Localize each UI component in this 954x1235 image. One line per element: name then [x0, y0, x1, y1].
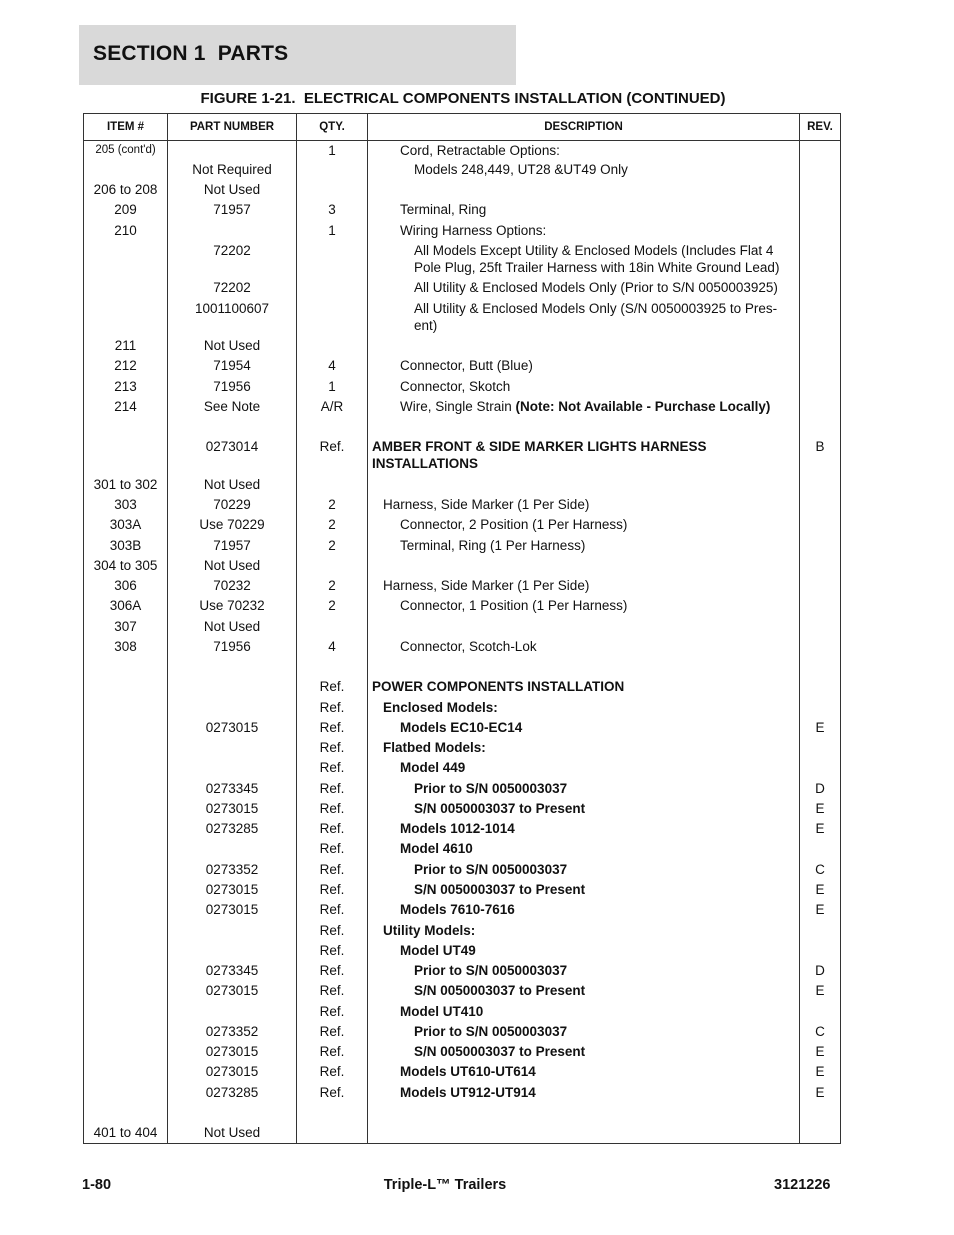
part-number: 70229: [213, 497, 251, 512]
description-continuation: ent): [414, 318, 438, 333]
description-continuation: INSTALLATIONS: [372, 456, 478, 471]
quantity: 1: [328, 223, 336, 238]
item-number: 303A: [109, 517, 142, 532]
description: [383, 699, 795, 716]
part-number: 70232: [213, 578, 251, 593]
quantity: Ref.: [319, 862, 345, 877]
part-number: 0273345: [205, 963, 259, 978]
description: [414, 881, 795, 898]
part-number: Not Used: [203, 338, 261, 353]
description-text: Model 4610: [400, 841, 473, 856]
item-number: 306: [114, 578, 137, 593]
description: [400, 840, 795, 857]
part-number: Not Used: [203, 182, 261, 197]
footer-title: Triple-L™ Trailers: [383, 1177, 507, 1193]
item-number: 306A: [109, 598, 142, 613]
quantity: Ref.: [319, 841, 345, 856]
quantity: Ref.: [319, 1044, 345, 1059]
description: [414, 1023, 795, 1040]
description-text: Models 248,449, UT28 &UT49 Only: [414, 162, 628, 177]
part-number: 0273014: [205, 439, 259, 454]
description: [400, 719, 795, 736]
description-text: Wire, Single Strain: [400, 399, 516, 414]
quantity: Ref.: [319, 1064, 345, 1079]
description: [383, 739, 795, 756]
description-continuation: Pole Plug, 25ft Trailer Harness with 18in White Ground Lead): [414, 260, 780, 275]
description: [400, 357, 795, 374]
description: [414, 279, 795, 296]
description-text: POWER COMPONENTS INSTALLATION: [372, 679, 625, 694]
description: [414, 242, 795, 276]
quantity: Ref.: [319, 720, 345, 735]
description: [372, 438, 795, 472]
description: [400, 597, 795, 614]
quantity: Ref.: [319, 943, 345, 958]
description: [400, 1084, 795, 1101]
item-number: 213: [114, 379, 137, 394]
description: [414, 780, 795, 797]
description: [400, 942, 795, 959]
quantity: Ref.: [319, 1085, 345, 1100]
description: [414, 800, 795, 817]
part-number: 0273015: [205, 983, 259, 998]
item-number: 205 (cont'd): [95, 144, 156, 156]
quantity: 2: [328, 598, 336, 613]
description: [414, 861, 795, 878]
section-title: SECTION 1 PARTS: [93, 42, 289, 65]
part-number: 0273285: [205, 821, 259, 836]
description-text: Model UT410: [400, 1004, 484, 1019]
quantity: Ref.: [319, 760, 345, 775]
description-text: Harness, Side Marker (1 Per Side): [383, 578, 590, 593]
header-divider: [84, 140, 840, 141]
quantity: Ref.: [319, 882, 345, 897]
description-text: S/N 0050003037 to Present: [414, 801, 586, 816]
revision: E: [815, 1064, 825, 1079]
part-number: 0273015: [205, 720, 259, 735]
description: [414, 300, 795, 334]
quantity: Ref.: [319, 700, 345, 715]
description-note: (Note: Not Available - Purchase Locally): [515, 399, 771, 414]
parts-table: [83, 113, 841, 1144]
part-number: 0273015: [205, 902, 259, 917]
description-text: Connector, Butt (Blue): [400, 358, 533, 373]
quantity: Ref.: [319, 902, 345, 917]
item-number: 308: [114, 639, 137, 654]
description: [400, 820, 795, 837]
description-text: AMBER FRONT & SIDE MARKER LIGHTS HARNESS: [372, 439, 707, 454]
part-number: 71957: [213, 538, 251, 553]
part-number: 71954: [213, 358, 251, 373]
quantity: 2: [328, 578, 336, 593]
description-text: Prior to S/N 0050003037: [414, 781, 568, 796]
description-text: Enclosed Models:: [383, 700, 498, 715]
description-text: All Utility & Enclosed Models Only (Prior to S/N 0050003925): [414, 280, 778, 295]
part-number: 0273015: [205, 1064, 259, 1079]
revision: E: [815, 1085, 825, 1100]
revision: E: [815, 882, 825, 897]
part-number: See Note: [203, 399, 261, 414]
revision: E: [815, 720, 825, 735]
revision: C: [815, 1024, 825, 1039]
quantity: Ref.: [319, 1024, 345, 1039]
item-number: 303: [114, 497, 137, 512]
part-number: Not Used: [203, 619, 261, 634]
description-text: Connector, Skotch: [400, 379, 511, 394]
part-number: 72202: [213, 243, 251, 258]
part-number: 1001100607: [194, 301, 270, 316]
description: [400, 1063, 795, 1080]
description: [400, 142, 795, 159]
description: [400, 1003, 795, 1020]
footer-page-number: 1-80: [82, 1177, 112, 1193]
item-number: 303B: [109, 538, 142, 553]
revision: E: [815, 983, 825, 998]
item-number: 401 to 404: [93, 1125, 158, 1140]
description: [400, 222, 795, 239]
description: [383, 922, 795, 939]
description: [400, 759, 795, 776]
column-divider: [367, 114, 368, 1143]
description-text: Models UT610-UT614: [400, 1064, 536, 1079]
item-number: 212: [114, 358, 137, 373]
quantity: 4: [328, 358, 336, 373]
quantity: Ref.: [319, 821, 345, 836]
item-number: 307: [114, 619, 137, 634]
quantity: Ref.: [319, 801, 345, 816]
description: [414, 962, 795, 979]
revision: D: [815, 963, 825, 978]
quantity: 1: [328, 143, 336, 158]
revision: C: [815, 862, 825, 877]
description-text: Terminal, Ring: [400, 202, 487, 217]
quantity: 2: [328, 497, 336, 512]
quantity: Ref.: [319, 679, 345, 694]
part-number: 0273015: [205, 801, 259, 816]
quantity: Ref.: [319, 983, 345, 998]
part-number: 0273015: [205, 882, 259, 897]
part-number: 0273345: [205, 781, 259, 796]
part-number: Use 70229: [199, 517, 265, 532]
quantity: Ref.: [319, 963, 345, 978]
part-number: Not Required: [192, 162, 272, 177]
footer-doc-number: 3121226: [774, 1177, 831, 1193]
header-item: ITEM #: [106, 121, 145, 133]
section-banner: [79, 25, 516, 85]
description-text: S/N 0050003037 to Present: [414, 983, 586, 998]
description: [372, 678, 795, 695]
description: [400, 378, 795, 395]
description-text: Utility Models:: [383, 923, 476, 938]
part-number: Not Used: [203, 477, 261, 492]
description-text: Cord, Retractable Options:: [400, 143, 560, 158]
quantity: Ref.: [319, 781, 345, 796]
description-text: Terminal, Ring (1 Per Harness): [400, 538, 586, 553]
description-text: Wiring Harness Options:: [400, 223, 547, 238]
description-text: Model 449: [400, 760, 466, 775]
description-text: Models EC10-EC14: [400, 720, 523, 735]
description-text: Connector, Scotch-Lok: [400, 639, 537, 654]
part-number: Use 70232: [199, 598, 265, 613]
quantity: Ref.: [319, 740, 345, 755]
description-text: S/N 0050003037 to Present: [414, 1044, 586, 1059]
revision: E: [815, 1044, 825, 1059]
item-number: 210: [114, 223, 137, 238]
part-number: 71956: [213, 379, 251, 394]
revision: B: [815, 439, 825, 454]
part-number: 0273285: [205, 1085, 259, 1100]
description: [400, 901, 795, 918]
item-number: 301 to 302: [93, 477, 158, 492]
description-text: Prior to S/N 0050003037: [414, 862, 568, 877]
quantity: A/R: [320, 399, 344, 414]
revision: D: [815, 781, 825, 796]
header-rev: REV.: [807, 121, 833, 133]
quantity: 4: [328, 639, 336, 654]
description-text: Prior to S/N 0050003037: [414, 1024, 568, 1039]
description: [400, 537, 795, 554]
description: [400, 638, 795, 655]
description-text: Flatbed Models:: [383, 740, 486, 755]
part-number: 72202: [213, 280, 251, 295]
item-number: 209: [114, 202, 137, 217]
quantity: 3: [328, 202, 336, 217]
quantity: 2: [328, 517, 336, 532]
description: [400, 201, 795, 218]
description: [414, 982, 795, 999]
item-number: 211: [114, 338, 137, 353]
description-text: Harness, Side Marker (1 Per Side): [383, 497, 590, 512]
revision: E: [815, 902, 825, 917]
description-text: S/N 0050003037 to Present: [414, 882, 586, 897]
description-text: Connector, 1 Position (1 Per Harness): [400, 598, 628, 613]
description-text: Prior to S/N 0050003037: [414, 963, 568, 978]
quantity: Ref.: [319, 923, 345, 938]
description-text: Model UT49: [400, 943, 476, 958]
figure-title: FIGURE 1-21. ELECTRICAL COMPONENTS INSTALLATION (CONTINUED): [200, 90, 726, 107]
part-number: Not Used: [203, 1125, 261, 1140]
header-part-number: PART NUMBER: [189, 121, 275, 133]
description: [414, 161, 795, 178]
part-number: 0273352: [205, 862, 259, 877]
description-text: Models UT912-UT914: [400, 1085, 536, 1100]
part-number: 71957: [213, 202, 251, 217]
description-text: All Models Except Utility & Enclosed Models (Includes Flat 4: [414, 243, 774, 258]
header-description: DESCRIPTION: [544, 121, 623, 133]
description-text: Connector, 2 Position (1 Per Harness): [400, 517, 628, 532]
revision: E: [815, 821, 825, 836]
item-number: 214: [114, 399, 137, 414]
description-text: Models 7610-7616: [400, 902, 515, 917]
description: [383, 496, 795, 513]
description: [383, 577, 795, 594]
item-number: 206 to 208: [93, 182, 158, 197]
item-number: 304 to 305: [93, 558, 158, 573]
quantity: Ref.: [319, 439, 345, 454]
quantity: Ref.: [319, 1004, 345, 1019]
quantity: 2: [328, 538, 336, 553]
part-number: 0273352: [205, 1024, 259, 1039]
quantity: 1: [328, 379, 336, 394]
description-text: All Utility & Enclosed Models Only (S/N 0050003925 to Pres-: [414, 301, 778, 316]
description: [400, 516, 795, 533]
description: [414, 1043, 795, 1060]
description: [400, 398, 795, 415]
part-number: Not Used: [203, 558, 261, 573]
part-number: 0273015: [205, 1044, 259, 1059]
revision: E: [815, 801, 825, 816]
description-text: Models 1012-1014: [400, 821, 515, 836]
header-qty: QTY.: [319, 121, 345, 133]
part-number: 71956: [213, 639, 251, 654]
